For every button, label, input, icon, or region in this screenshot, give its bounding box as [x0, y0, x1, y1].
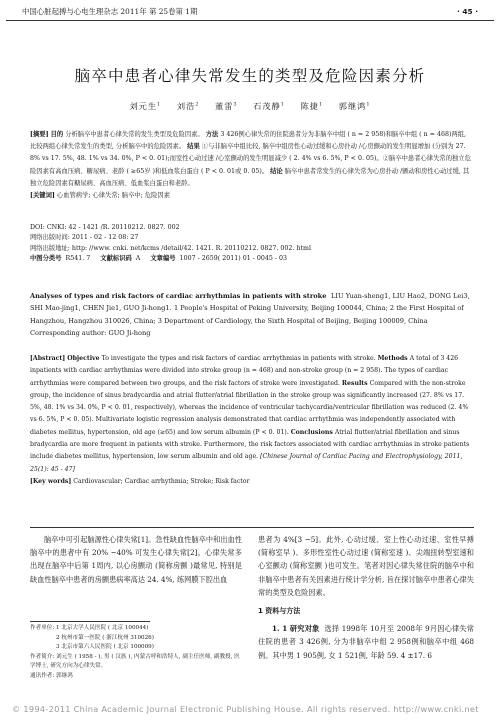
journal-name: 中国心脏起搏与心电生理杂志 2011年 第 25卷第 1期	[22, 7, 198, 16]
footnote-rule	[30, 621, 150, 622]
copyright-watermark: © 1994-2011 China Academic Journal Electronic Publishing House. All rights reserved. http://www.cnki.net	[12, 704, 479, 714]
english-affiliations: 1 People's Hospital of Peking University, Beijing 100044, China; 2 the First Hospital of Hangzhou, Hangzhou 310026, China; 3 Department of Cardiology, the Sixth Hospital of Beijing, Beijing 100009, China	[30, 304, 464, 325]
chinese-abstract: [摘要] 目的 分析脑卒中患者心律失常的发生类型及危险因素。 方法 3 426例心律失常的住院患者分为非脑卒中组 ( n = 2 958)和脑卒中组 ( n = 468)两组, 比较两组心律失常发生的类型, 分析脑卒中的危险因素。 结果 ①与非脑卒中组比较, 脑卒中组房性心动过缓和心房扑动 /心房颤动的发生明显增加 (分别为 27. 8% vs 17. 5%, 48. 1% vs 34. 0%, P < 0. 01);而室性心动过速 /心室颤动的发生明显减少 ( 2. 4% vs 6. 5%, P < 0. 05)。②脑卒中患者心律失常的独立危险因素有高血压病、糖尿病、老龄 ( ≥65岁 )和低血浆白蛋白 ( P < 0. 01或 0. 05)。 结论 脑卒中患者常发生的心律失常为心房扑动 /颤动和房性心动过缓, 其独立危险因素有糖尿病、高血压病、低血浆白蛋白和老龄。 [关键词] 心血管病学; 心律失常; 脑卒中; 危险因素	[30, 129, 474, 202]
online-pub-time: 网络出版时间: 2011 - 02 - 12 08: 27	[30, 234, 139, 242]
subsection-text: 选择 1998年 10月至 2008年 9月因心律失常住院的患者 3 426例, 分为非脑卒中组 2 958例和脑卒中组 468例。其中男 1 905例, 女 1 521例, 年龄 59. 4 ±17. 6	[258, 624, 474, 660]
author-list	[0, 101, 500, 112]
intro-paragraph-cont: 患者为 4%[3 ~5]。此外, 心动过缓、室上性心动过速、室性早搏 (简称室早 )、多形性室性心动过速 (简称室速 )、尖端扭转型室速和心室颤动 (简称室颤 )也可发生。笔者对因心律失常住院的脑卒中和非脑卒中患者有关因素进行统计学分析, 旨在探讨脑卒中患者心律失常的类型及危险因素。	[258, 535, 474, 597]
english-authors: LIU Yuan-sheng1, LIU Hao2, DONG Lei3, SHI Mao-jing1, CHEN Jie1, GUO Ji-hong1.	[30, 292, 470, 313]
online-pub-url[interactable]: 网络出版地址: http: //www. cnki. net/kcms /detail/42. 1421. R. 20110212. 0827. 002. html	[30, 244, 312, 252]
publication-meta	[30, 223, 474, 265]
footnote: 作者简介: 刘元生 ( 1958 - ), 男 ( 汉族 ), 内蒙古呼和浩特人, 副主任医师, 副教授, 医学博士, 研究方向为心律失常。	[30, 653, 240, 670]
footnote: 通讯作者: 郭继鸿	[30, 672, 73, 679]
author[interactable]: 陈捷$^1$	[300, 101, 324, 111]
footnote: 3 北京市第六人民医院 ( 北京 100009)	[56, 644, 154, 651]
body-right-column	[258, 533, 474, 662]
english-keywords: [Key words] Cardiovascular; Cardiac arrhythmia; Stroke; Risk factor	[30, 477, 250, 485]
footnotes	[30, 624, 242, 682]
english-abstract: [Abstract] Objective To investigate the types and risk factors of cardiac arrhythmias in patients with stroke. Methods A total of 3 426 inpatients with cardiac arrhythmias were divided into stroke group (n = 468) and non-stroke group (n = 2 958). The types of cardiac arrhythmias were compared between two groups, and the risk factors of stroke were investigated. Results Compared with the non-stroke group, the incidence of sinus bradycardia and atrial flutter/atrial fibrillation in the stroke group was significantly increased (27. 8% vs 17. 5%, 48. 1% vs 34. 0%, P < 0. 01, respectively), whereas the incidence of ventricular tachycardia/ventricular fibrillation was reduced (2. 4% vs 6. 5%, P < 0. 05). Multivariate logistic regression analysis demonstrated that cardiac arrhythmia was independently associated with diabetes mellitus, hypertension, old age (≥65) and low serum albumin (P < 0. 01). Conclusions Atrial flutter/atrial fibrillation and sinus bradycardia are more frequent in patients with stroke. Furthermore, the risk factors associated with cardiac arrhythmias in stroke patients include diabetes mellitus, hypertension, low serum albumin and old age. [Chinese Journal of Cardiac Pacing and Electrophysiology, 2011, 25(1): 45 - 47] [Key words] Cardiovascular; Cardiac arrhythmia; Stroke; Risk factor	[30, 353, 474, 488]
section-heading: 1 资料与方法	[258, 607, 301, 616]
author[interactable]: 郭继鸿$^1$	[338, 101, 371, 111]
page-number: · 45 ·	[456, 7, 478, 16]
chinese-keywords: [关键词] 心血管病学; 心律失常; 脑卒中; 危险因素	[30, 192, 170, 200]
footnote: 作者单位: 1 北京大学人民医院 ( 北京 100044)	[30, 625, 149, 631]
running-header	[6, 6, 494, 21]
author[interactable]: 刘元生$^1$	[129, 101, 162, 111]
doi[interactable]: DOI: CNKI: 42 - 1421 /R. 20110212. 0827. 002	[30, 224, 180, 231]
corresponding-author: Corresponding author: GUO Ji-hong	[30, 329, 151, 338]
footnote: 2 杭州市第一医院 ( 浙江杭州 310026)	[56, 634, 154, 641]
body-left-column	[30, 533, 242, 586]
intro-paragraph: 脑卒中可引起脑源性心律失常[1]。急性缺血性脑卒中和出血性脑卒中的患者中有 20% ~40% 可发生心律失常[2]。心律失常多出现在脑卒中后第 1周内, 以心房颤动 (简称房颤 )最常见, 特别是缺血性脑卒中患者的房颤患病率高达 24. 4%, 练网膜下腔出血	[30, 535, 242, 584]
english-title-block	[30, 290, 474, 340]
subsection-heading: 1. 1 研究对象	[272, 624, 320, 634]
subsection	[258, 622, 474, 662]
author[interactable]: 石茂静$^1$	[253, 101, 285, 111]
author[interactable]: 董雷$^3$	[215, 101, 238, 111]
citation: [Chinese Journal of Cardiac Pacing and Electrophysiology, 2011, 25(1): 45 - 47]	[30, 453, 463, 473]
english-title: Analyses of types and risk factors of cardiac arrhythmias in patients with stroke	[30, 292, 327, 300]
author[interactable]: 刘浩$^2$	[176, 101, 200, 111]
classification-row: 中图分类号 R541. 7 文献标识码 A 文章编号 1007 - 2659( 2011) 01 - 0045 - 03	[30, 255, 288, 263]
section-divider	[30, 527, 474, 528]
article-title: 脑卒中患者心律失常发生的类型及危险因素分析	[74, 67, 426, 85]
